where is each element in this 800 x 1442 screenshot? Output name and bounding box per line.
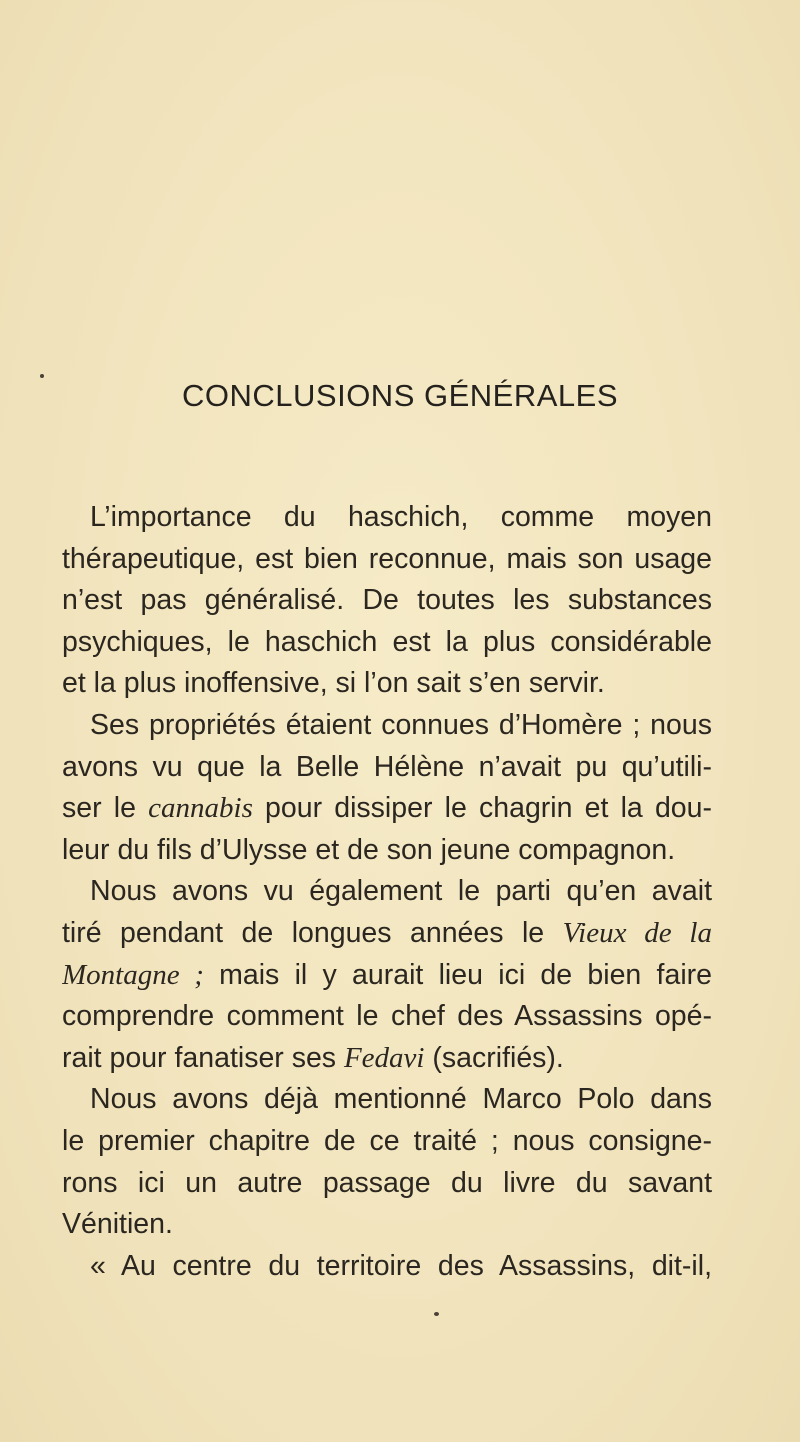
italic-text: Montagne ; — [62, 958, 204, 991]
text-line — [62, 663, 712, 705]
text-span: rait pour fanatiser ses — [62, 1041, 344, 1074]
text-span: « Au centre du territoire des Assassins, dit-il, — [90, 1249, 712, 1282]
text-span: avons vu que la Belle Hélène n’avait pu qu’utili- — [62, 750, 712, 783]
text-span: Nous avons déjà mentionné Marco Polo dans — [90, 1083, 712, 1116]
chapter-title: CONCLUSIONS GÉNÉRALES — [182, 378, 618, 413]
text-line — [62, 1246, 712, 1288]
text-line — [62, 788, 712, 830]
text-line — [62, 1163, 712, 1205]
text-span: tiré pendant de longues années le — [62, 916, 563, 949]
text-span: psychiques, le haschich est la plus considérable — [62, 625, 712, 658]
text-span: le premier chapitre de ce traité ; nous consigne- — [62, 1124, 712, 1157]
text-span: Vénitien. — [62, 1208, 173, 1241]
text-span: rons ici un autre passage du livre du savant — [62, 1166, 712, 1199]
text-line — [62, 539, 712, 581]
text-line — [62, 955, 712, 997]
text-span: leur du fils d’Ulysse et de son jeune compagnon. — [62, 833, 676, 866]
text-line — [62, 705, 712, 747]
text-span: mais il y aurait lieu ici de bien faire — [203, 958, 712, 991]
text-line — [62, 830, 712, 872]
text-span: L’importance du haschich, comme moyen — [90, 501, 712, 533]
text-span: Ses propriétés étaient connues d’Homère ; nous — [90, 708, 712, 741]
text-span: (sacrifiés). — [424, 1041, 564, 1074]
ink-speck — [434, 1312, 439, 1316]
italic-text: cannabis — [148, 792, 253, 825]
text-line — [62, 996, 712, 1038]
text-span: n’est pas généralisé. De toutes les substances — [62, 584, 712, 617]
italic-text: Vieux de la — [562, 916, 712, 949]
text-span: comprendre comment le chef des Assassins opé- — [62, 1000, 712, 1033]
text-line — [62, 497, 712, 539]
text-line — [62, 1079, 712, 1121]
text-line — [62, 913, 712, 955]
text-line — [62, 1204, 712, 1246]
text-span: Nous avons vu également le parti qu’en avait — [90, 875, 712, 908]
text-span: thérapeutique, est bien reconnue, mais son usage — [62, 542, 712, 575]
text-line — [62, 747, 712, 789]
text-span: pour dissiper le chagrin et la dou- — [252, 792, 712, 825]
italic-text: Fedavi — [343, 1041, 425, 1074]
text-line — [62, 580, 712, 622]
body-text — [62, 497, 712, 1287]
text-line — [62, 622, 712, 664]
text-span: et la plus inoffensive, si l’on sait s’en servir. — [62, 667, 605, 700]
text-line — [62, 1038, 712, 1080]
text-line — [62, 1121, 712, 1163]
text-line — [62, 871, 712, 913]
text-span: ser le — [62, 792, 149, 825]
ink-speck — [40, 374, 44, 378]
